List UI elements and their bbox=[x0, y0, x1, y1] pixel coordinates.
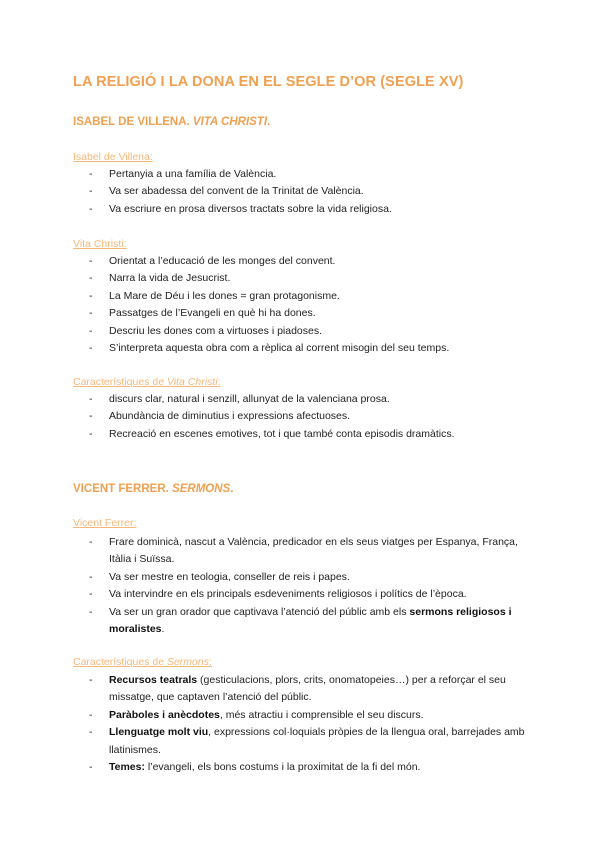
list-item: - Va ser abadessa del convent de la Trinitat de València. bbox=[89, 183, 529, 200]
item-text: , més atractiu i comprensible el seu discurs. bbox=[219, 708, 424, 721]
subheading-isabel-de-villena: Isabel de Villena: bbox=[73, 151, 153, 163]
list-caracteristiques-vita bbox=[89, 391, 529, 443]
item-text: Va ser un gran orador que captivava l’atenció del públic amb els bbox=[109, 605, 410, 618]
item-bold: Paràboles i anècdotes bbox=[109, 708, 220, 721]
section-heading-text: ISABEL DE VILLENA. bbox=[73, 116, 193, 128]
subheading-vita-christi: Vita Christi: bbox=[73, 238, 127, 250]
section-heading-text: VICENT FERRER. bbox=[73, 483, 173, 495]
section-heading-work: SERMONS bbox=[172, 483, 231, 495]
item-bold: Temes: bbox=[109, 761, 145, 774]
item-bold: Llenguatge molt viu bbox=[109, 726, 209, 739]
list-caracteristiques-sermons bbox=[89, 672, 529, 776]
section-heading-suffix: . bbox=[230, 483, 234, 495]
subheading-caracteristiques-sermons bbox=[73, 656, 212, 668]
list-item: - Recreació en escenes emotives, tot i que també conta episodis dramàtics. bbox=[89, 426, 529, 443]
item-bold: Recursos teatrals bbox=[109, 674, 198, 686]
item-text: l’evangeli, els bons costums i la proximitat de la fi del món. bbox=[145, 761, 421, 774]
subheading-vicent-ferrer: Vicent Ferrer: bbox=[73, 517, 137, 529]
list-item: - Narra la vida de Jesucrist. bbox=[89, 270, 529, 287]
list-item: - Pertanyia a una família de València. bbox=[89, 166, 529, 183]
subheading-work: Sermons bbox=[166, 656, 209, 668]
section-heading-suffix: . bbox=[267, 116, 271, 128]
section-heading-isabel bbox=[73, 116, 270, 128]
list-item: - La Mare de Déu i les dones = gran protagonisme. bbox=[89, 288, 529, 305]
list-item: - S’interpreta aquesta obra com a rèplica al corrent misogin del seu temps. bbox=[89, 340, 529, 357]
subheading-caracteristiques-vita bbox=[73, 376, 220, 388]
item-suffix: . bbox=[161, 623, 165, 636]
list-isabel bbox=[89, 166, 529, 218]
list-item: - Passatges de l’Evangeli en què hi ha dones. bbox=[89, 305, 529, 322]
list-item bbox=[89, 759, 529, 776]
section-heading-work: VITA CHRISTI bbox=[192, 116, 268, 128]
item-bold: sermons religiosos i moralistes bbox=[109, 605, 512, 636]
list-item: - Frare dominicà, nascut a València, predicador en els seus viatges per Espanya, França, Itàlia i Suïssa. bbox=[89, 534, 529, 569]
page-title: LA RELIGIÓ I LA DONA EN EL SEGLE D’OR (SEGLE XV) bbox=[73, 74, 464, 90]
subheading-suffix: : bbox=[217, 376, 221, 388]
section-heading-vicent bbox=[73, 483, 233, 495]
subheading-text: Característiques de bbox=[73, 656, 167, 668]
list-item: - Abundància de diminutius i expressions afectuoses. bbox=[89, 408, 529, 425]
list-item bbox=[89, 672, 529, 707]
item-text: (gesticulacions, plors, crits, onomatopeies…) per a reforçar el seu missatge, que captaven l’atenció del públic. bbox=[109, 674, 506, 704]
list-item: - Descriu les dones com a virtuoses i piadoses. bbox=[89, 323, 529, 340]
list-item bbox=[89, 724, 529, 759]
subheading-text: Característiques de bbox=[73, 376, 167, 388]
subheading-work: Vita Christi bbox=[166, 376, 218, 388]
subheading-suffix: : bbox=[208, 656, 212, 668]
list-item bbox=[89, 604, 529, 639]
list-item: - discurs clar, natural i senzill, allunyat de la valenciana prosa. bbox=[89, 391, 529, 408]
list-item: - Va ser mestre en teologia, conseller de reis i papes. bbox=[89, 569, 529, 586]
list-item: - Va intervindre en els principals esdeveniments religiosos i polítics de l’època. bbox=[89, 586, 529, 603]
list-item: - Va escriure en prosa diversos tractats sobre la vida religiosa. bbox=[89, 201, 529, 218]
list-vita-christi bbox=[89, 253, 529, 357]
list-item bbox=[89, 707, 529, 724]
item-text: , expressions col·loquials pròpies de la llengua oral, barrejades amb llatinismes. bbox=[109, 726, 525, 756]
list-item: - Orientat a l’educació de les monges del convent. bbox=[89, 253, 529, 270]
list-vicent-ferrer bbox=[89, 534, 529, 638]
